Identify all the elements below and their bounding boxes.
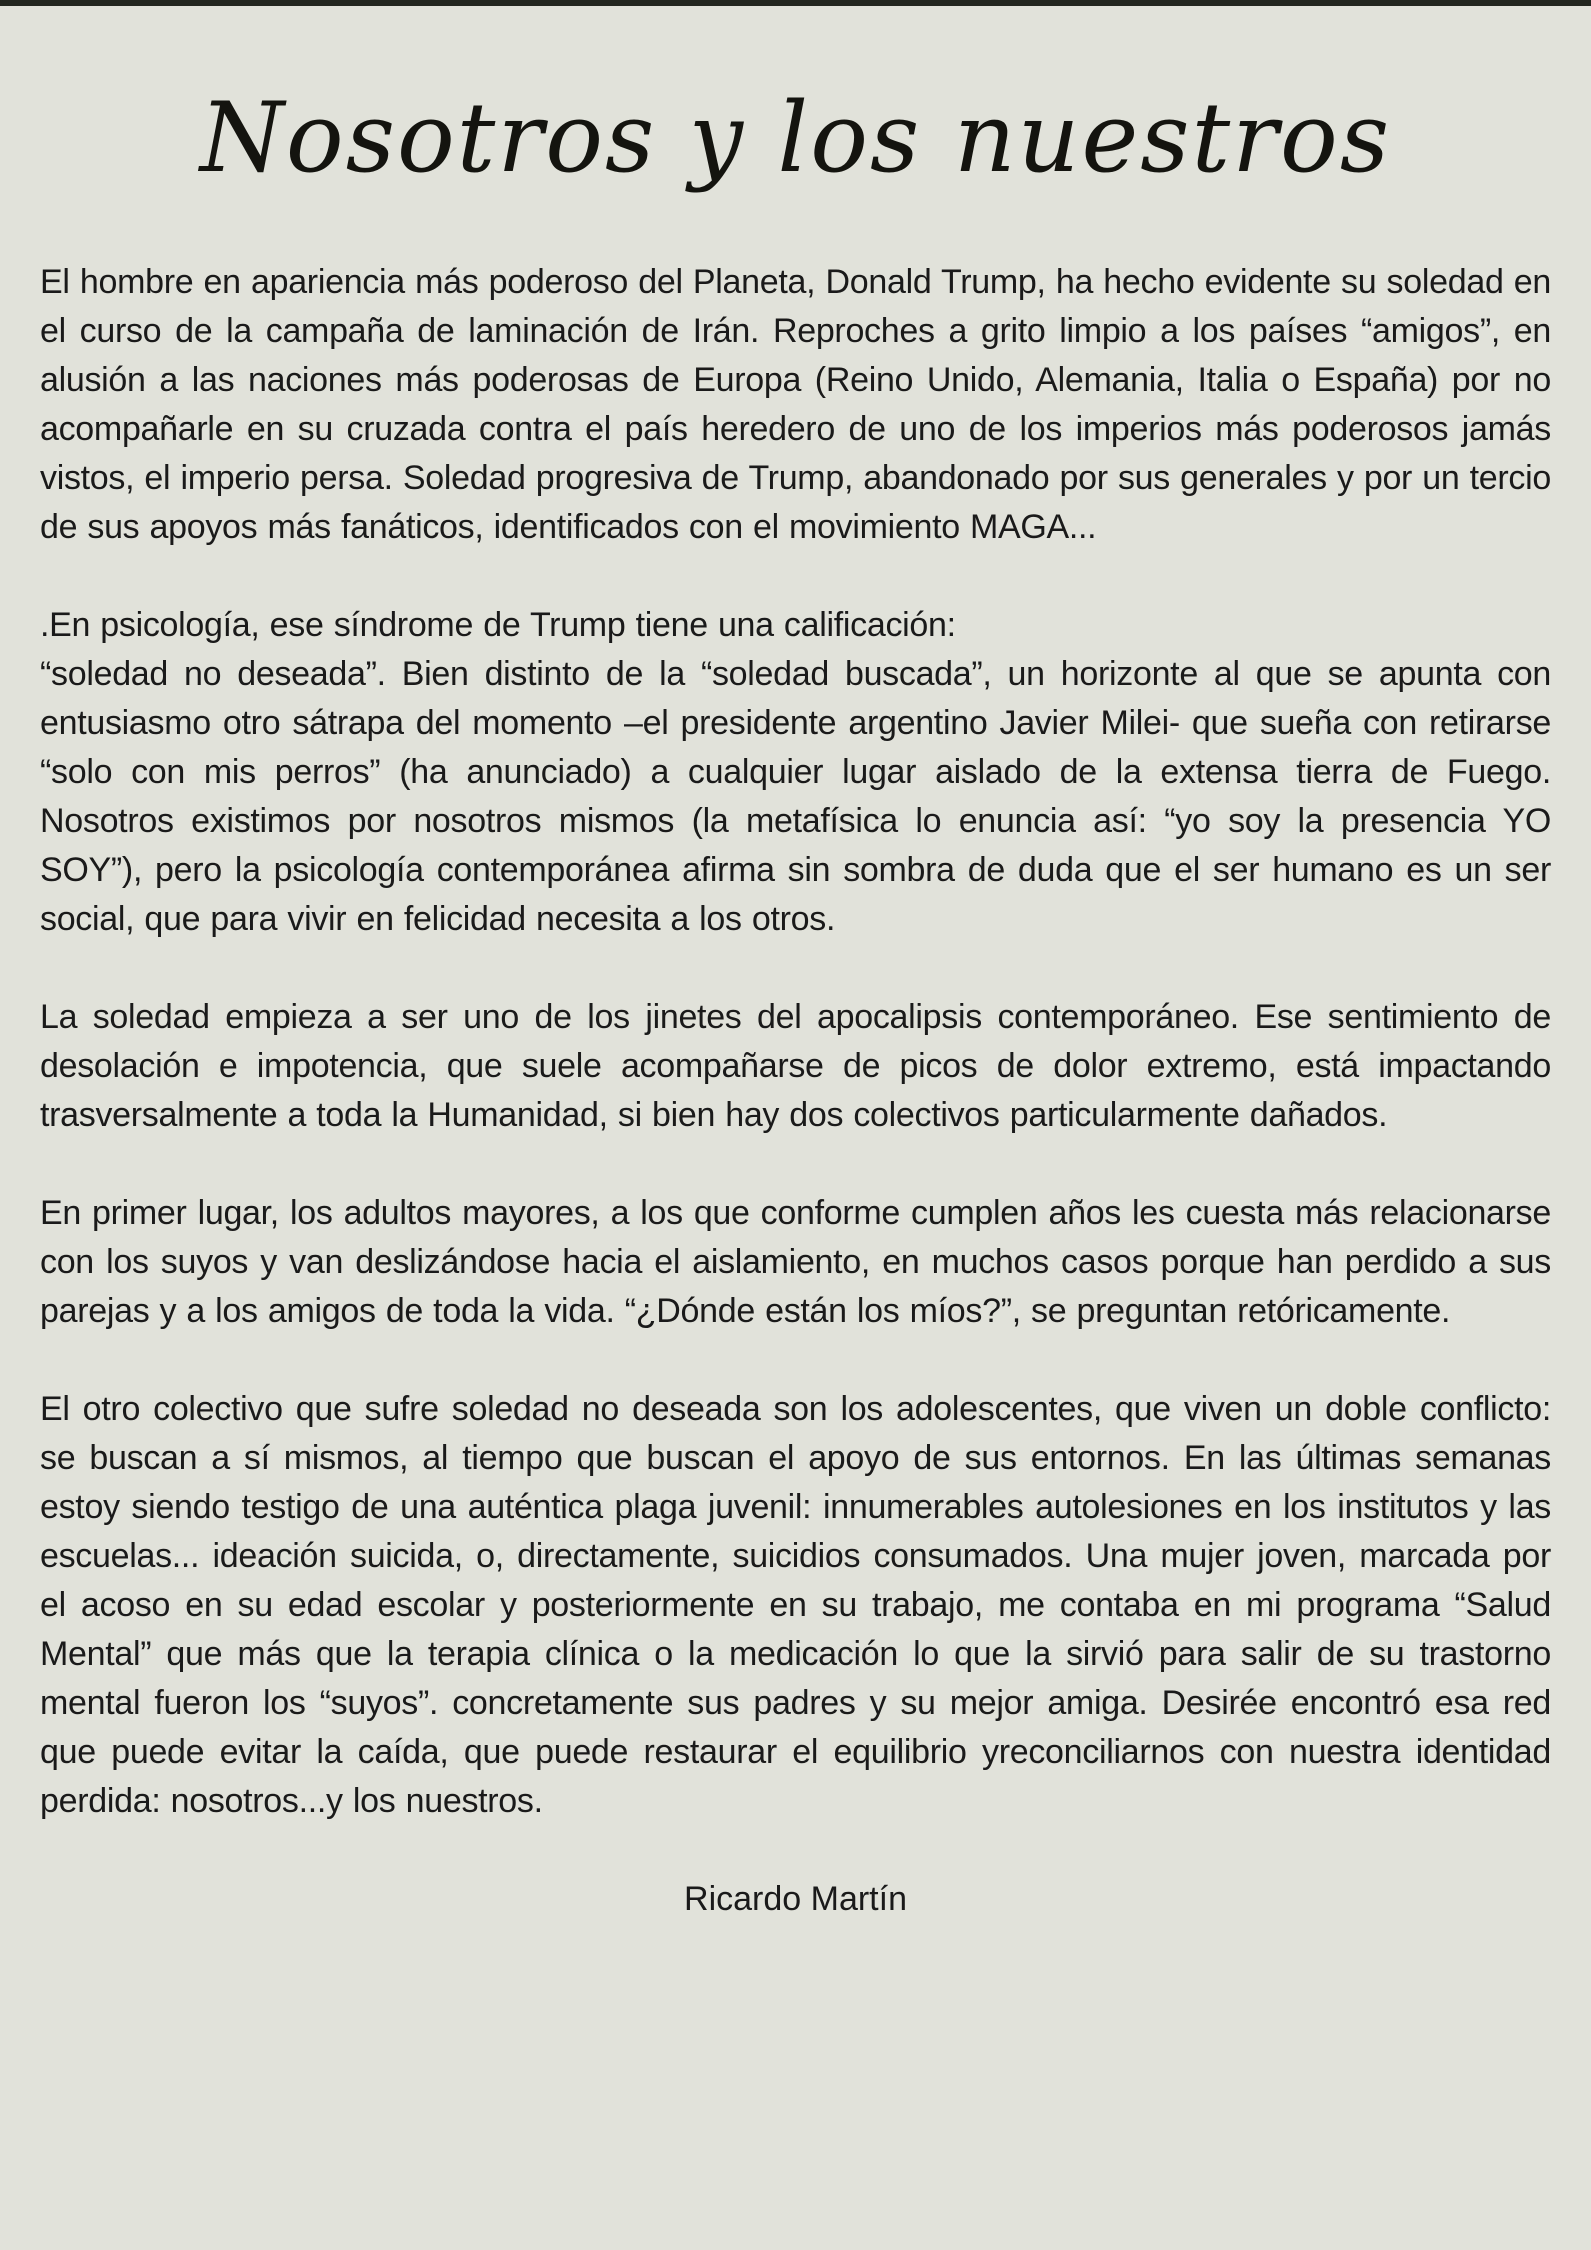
paragraph-3: La soledad empieza a ser uno de los jinetes del apocalipsis contemporáneo. Ese sentimiento de desolación e impotencia, que suele acompañarse de picos de dolor extremo, está impactando trasversalmente a toda la Humanidad, si bien hay dos colectivos particularmente dañados.	[40, 998, 1551, 1134]
paragraph-2-body: “soledad no deseada”. Bien distinto de la “soledad buscada”, un horizonte al que se apunta con entusiasmo otro sátrapa del momento –el presidente argentino Javier Milei- que sueña con retirarse “solo con mis perros” (ha anunciado) a cualquier lugar aislado de la extensa tierra de Fuego. Nosotros existimos por nosotros mismos (la metafísica lo enuncia así: “yo soy la presencia YO SOY”), pero la psicología contemporánea afirma sin sombra de duda que el ser humano es un ser social, que para vivir en felicidad necesita a los otros.	[40, 655, 1551, 938]
article-content	[0, 48, 1591, 1924]
paragraph-2-intro-line: .En psicología, ese síndrome de Trump tiene una calificación:	[40, 606, 956, 644]
page-title: Nosotros y los nuestros	[199, 82, 1392, 194]
paragraph-2	[40, 601, 1551, 944]
page-top-edge	[0, 0, 1591, 6]
author-signature: Ricardo Martín	[684, 1880, 907, 1918]
article-body	[40, 258, 1551, 1826]
paragraph-1: El hombre en apariencia más poderoso del Planeta, Donald Trump, ha hecho evidente su soledad en el curso de la campaña de laminación de Irán. Reproches a grito limpio a los países “amigos”, en alusión a las naciones más poderosas de Europa (Reino Unido, Alemania, Italia o España) por no acompañarle en su cruzada contra el país heredero de uno de los imperios más poderosos jamás vistos, el imperio persa. Soledad progresiva de Trump, abandonado por sus generales y por un tercio de sus apoyos más fanáticos, identificados con el movimiento MAGA...	[40, 263, 1551, 546]
paragraph-4: En primer lugar, los adultos mayores, a los que conforme cumplen años les cuesta más relacionarse con los suyos y van deslizándose hacia el aislamiento, en muchos casos porque han perdido a sus parejas y a los amigos de toda la vida. “¿Dónde están los míos?”, se preguntan retóricamente.	[40, 1194, 1551, 1330]
paragraph-5: El otro colectivo que sufre soledad no deseada son los adolescentes, que viven un doble conflicto: se buscan a sí mismos, al tiempo que buscan el apoyo de sus entornos. En las últimas semanas estoy siendo testigo de una auténtica plaga juvenil: innumerables autolesiones en los institutos y las escuelas... ideación suicida, o, directamente, suicidios consumados. Una mujer joven, marcada por el acoso en su edad escolar y posteriormente en su trabajo, me contaba en mi programa “Salud Mental” que más que la terapia clínica o la medicación lo que la sirvió para salir de su trastorno mental fueron los “suyos”. concretamente sus padres y su mejor amiga. Desirée encontró esa red que puede evitar la caída, que puede restaurar el equilibrio yreconciliarnos con nuestra identidad perdida: nosotros...y los nuestros.	[40, 1390, 1551, 1820]
